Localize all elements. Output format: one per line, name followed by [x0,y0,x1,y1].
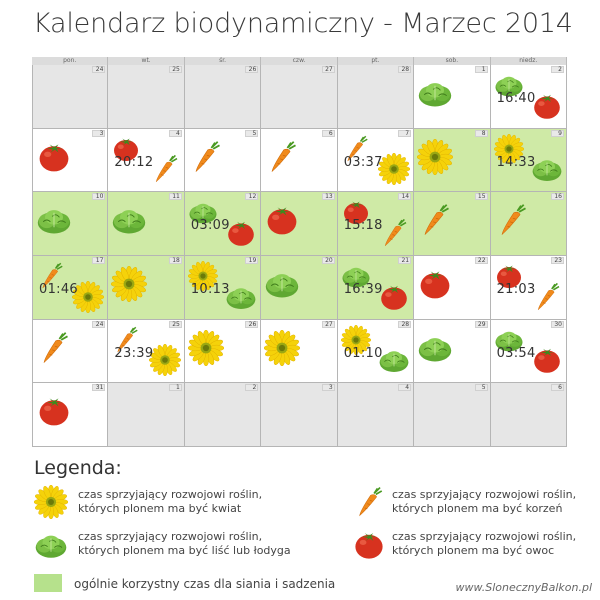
tomato-icon [36,139,72,179]
day-cell [185,192,261,256]
lettuce-icon [111,202,147,242]
moon-time: 20:12 [114,154,154,170]
day-number: 27 [322,66,335,73]
day-cell [414,383,490,447]
day-cell [261,383,337,447]
legend-carrot-text: czas sprzyjający rozwojowi roślin, których plonem ma być korzeń [392,488,577,515]
flower-icon [149,344,181,380]
day-number: 8 [475,130,488,137]
day-number: 19 [245,257,258,264]
carrot-icon [417,202,453,242]
day-number: 2 [245,384,258,391]
weekday-header: pon. [32,57,108,65]
day-cell [414,129,490,193]
legend-green-swatch [34,574,62,592]
tomato-icon [417,266,453,306]
day-number: 28 [398,66,411,73]
day-cell [185,129,261,193]
lettuce-icon [417,330,453,370]
day-number: 17 [92,257,105,264]
day-cell [108,256,184,320]
lettuce-icon [417,75,453,115]
moon-time: 23:39 [114,345,154,361]
day-cell [414,256,490,320]
day-number: 20 [322,257,335,264]
day-number: 21 [398,257,411,264]
day-number: 30 [551,321,564,328]
tomato-icon [378,281,410,317]
day-cell [338,65,414,129]
day-number: 15 [475,193,488,200]
day-number: 14 [398,193,411,200]
day-cell [108,192,184,256]
day-number: 3 [92,130,105,137]
day-cell [185,65,261,129]
day-number: 13 [322,193,335,200]
tomato-icon [36,393,72,433]
day-number: 2 [551,66,564,73]
day-cell [491,192,567,256]
moon-time: 16:40 [496,91,536,106]
day-cell [338,256,414,320]
moon-time: 03:37 [343,154,383,170]
day-number: 3 [322,384,335,391]
day-number: 7 [398,130,411,137]
day-cell [32,256,108,320]
legend-carrot-icon [352,485,386,523]
legend-green-text: ogólnie korzystny czas dla siania i sadzenia [74,577,336,591]
moon-time: 03:09 [190,218,230,234]
day-number: 29 [475,321,488,328]
day-number: 25 [169,321,182,328]
weekday-header: śr. [185,57,261,65]
day-number: 28 [398,321,411,328]
day-cell [491,129,567,193]
day-cell [414,320,490,384]
legend-lettuce-icon [34,528,68,566]
day-cell [32,383,108,447]
day-cell [261,65,337,129]
day-number: 6 [551,384,564,391]
day-number: 26 [245,66,258,73]
day-cell [108,320,184,384]
day-number: 24 [92,66,105,73]
lettuce-icon [36,202,72,242]
day-number: 27 [322,321,335,328]
lettuce-icon [531,153,563,189]
day-number: 25 [169,66,182,73]
day-cell [261,129,337,193]
day-cell [338,192,414,256]
day-cell [414,192,490,256]
flower-icon [188,330,224,370]
day-cell [261,320,337,384]
day-cell [108,129,184,193]
lettuce-icon [225,281,257,317]
moon-time: 01:10 [343,345,383,361]
day-cell [338,320,414,384]
day-number: 1 [475,66,488,73]
day-number: 11 [169,193,182,200]
day-number: 12 [245,193,258,200]
day-cell [185,320,261,384]
tomato-icon [264,202,300,242]
legend-tomato-icon [352,528,386,566]
moon-time: 15:18 [343,218,383,234]
day-number: 9 [551,130,564,137]
weekday-header: wt. [108,57,184,65]
day-number: 24 [92,321,105,328]
day-number: 22 [475,257,488,264]
day-number: 16 [551,193,564,200]
flower-icon [111,266,147,306]
day-number: 5 [245,130,258,137]
carrot-icon [378,217,410,253]
lettuce-icon [378,344,410,380]
lettuce-icon [264,266,300,306]
day-cell [491,65,567,129]
day-number: 4 [398,384,411,391]
day-cell [414,65,490,129]
day-cell [32,192,108,256]
day-number: 18 [169,257,182,264]
legend-tomato-text: czas sprzyjający rozwojowi roślin, których plonem ma być owoc [392,530,577,557]
tomato-icon [531,344,563,380]
moon-time: 01:46 [39,282,78,297]
weekday-header: sob. [414,57,490,65]
carrot-icon [188,139,224,179]
day-cell [338,383,414,447]
day-cell [32,129,108,193]
day-number: 26 [245,321,258,328]
legend-lettuce-text: czas sprzyjający rozwojowi roślin, których plonem ma być liść lub łodyga [78,530,291,557]
day-cell [185,256,261,320]
day-number: 5 [475,384,488,391]
day-cell [108,383,184,447]
flower-icon [264,330,300,370]
day-cell [108,65,184,129]
legend-flower-icon [34,485,68,523]
day-cell [32,65,108,129]
carrot-icon [264,139,300,179]
moon-time: 10:13 [190,282,230,297]
day-cell [261,256,337,320]
moon-time: 14:33 [496,154,536,170]
day-cell [338,129,414,193]
legend-flower-text: czas sprzyjający rozwojowi roślin, których plonem ma być kwiat [78,488,263,515]
legend-title: Legenda: [34,457,122,479]
carrot-icon [531,281,563,317]
weekday-header: czw. [261,57,337,65]
carrot-icon [36,330,72,370]
day-number: 4 [169,130,182,137]
flower-icon [417,139,453,179]
website-watermark: www.SlonecznyBalkon.pl [455,581,592,594]
day-number: 10 [92,193,105,200]
day-cell [491,256,567,320]
weekday-header: pt. [338,57,414,65]
day-cell [185,383,261,447]
day-number: 1 [169,384,182,391]
day-number: 6 [322,130,335,137]
moon-time: 03:54 [496,345,536,361]
carrot-icon [494,202,530,242]
tomato-icon [531,90,563,126]
moon-time: 21:03 [496,282,536,297]
page-title: Kalendarz biodynamiczny - Marzec 2014 [33,8,573,39]
moon-time: 16:39 [343,282,383,297]
carrot-icon [149,153,181,189]
day-cell [491,383,567,447]
tomato-icon [225,217,257,253]
calendar-grid [32,57,567,447]
day-cell [32,320,108,384]
weekday-header: niedz. [491,57,567,65]
day-cell [491,320,567,384]
day-cell [261,192,337,256]
flower-icon [378,153,410,189]
day-number: 23 [551,257,564,264]
day-number: 31 [92,384,105,391]
